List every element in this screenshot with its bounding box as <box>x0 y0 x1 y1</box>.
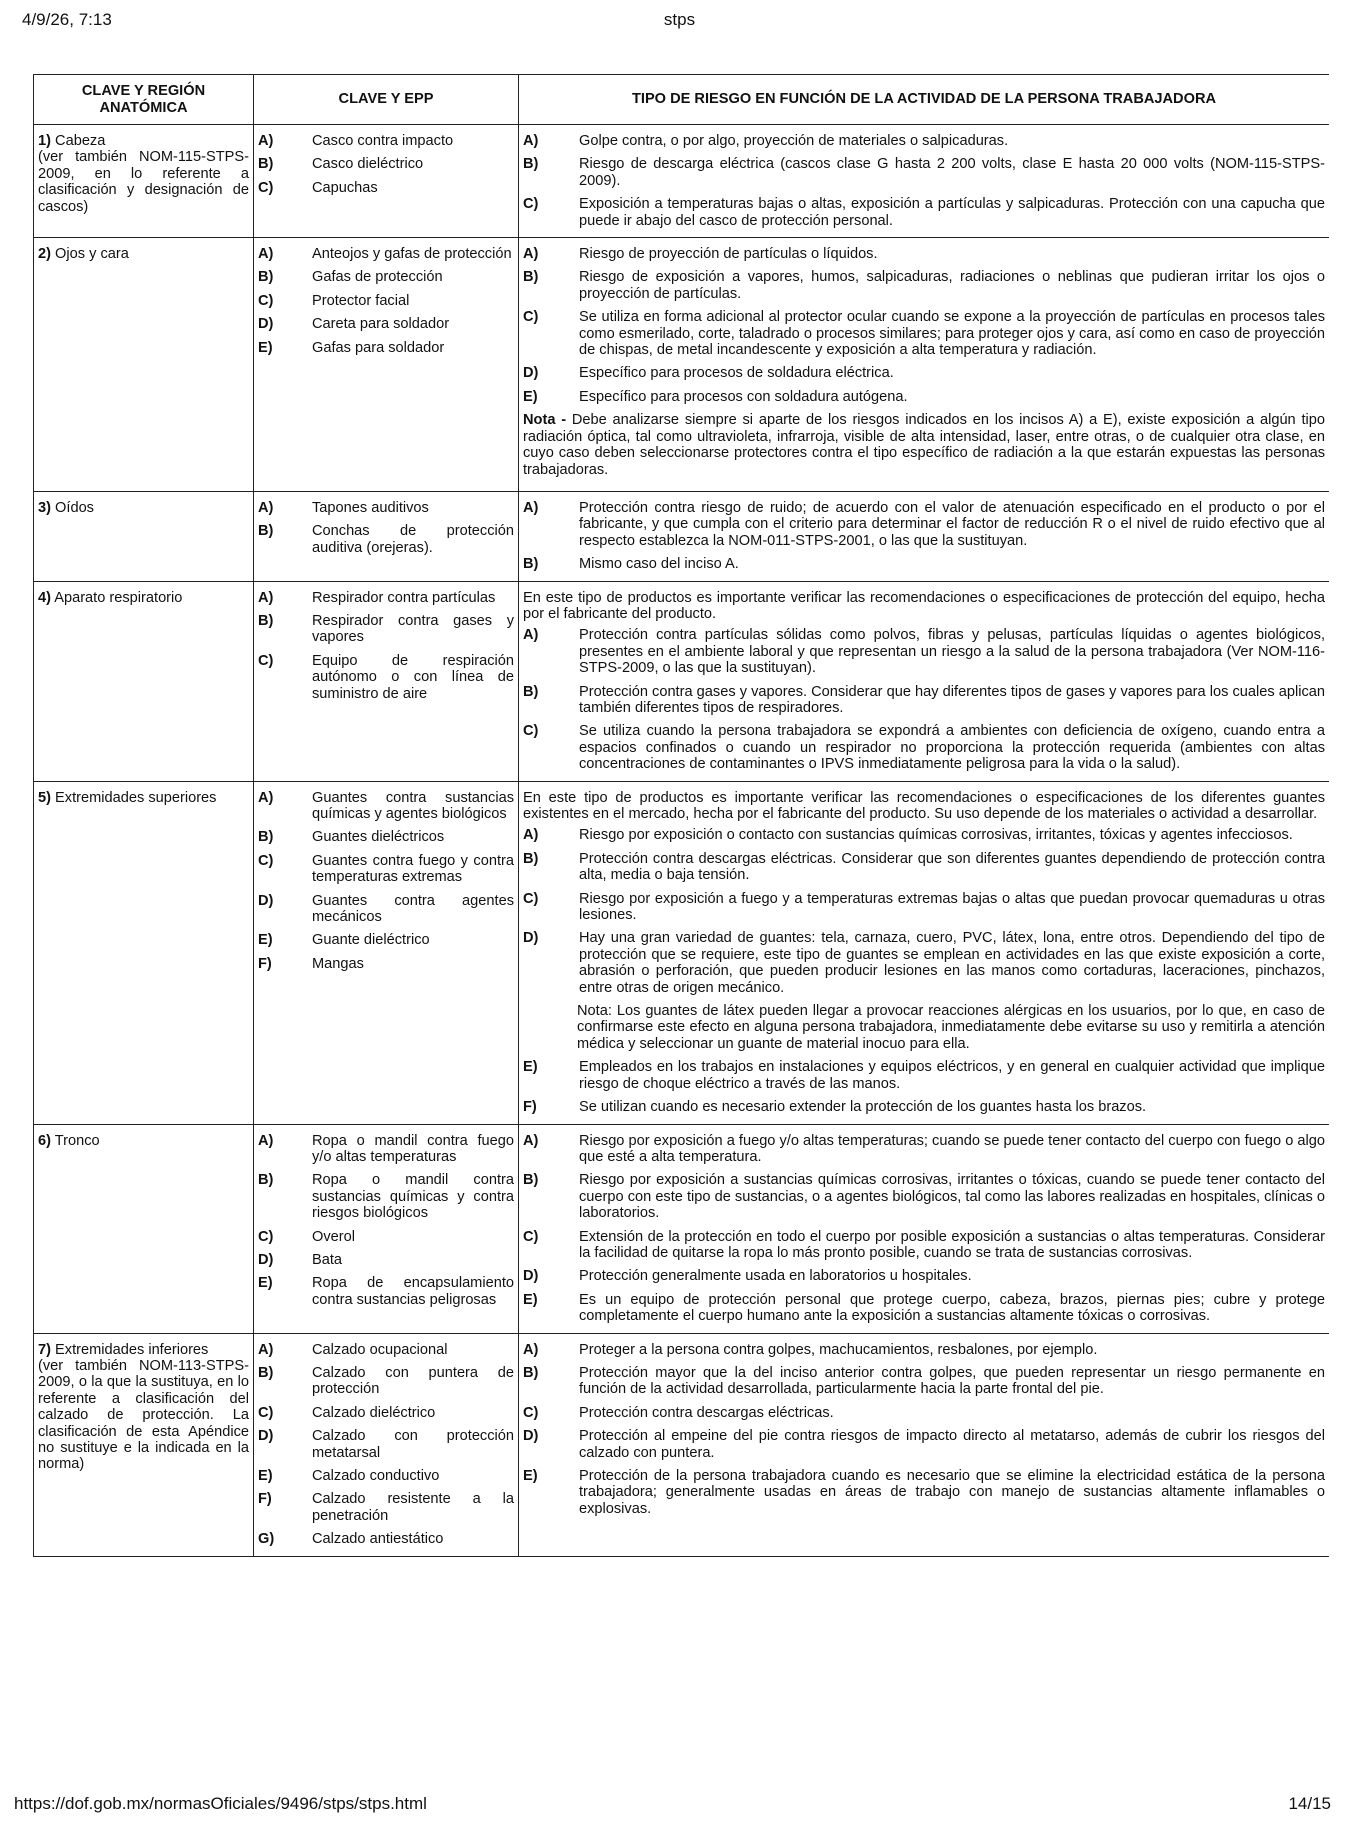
risk-text: Se utilizan cuando es necesario extender la protección de los guantes hasta los brazos. <box>579 1099 1147 1116</box>
epp-item <box>258 1342 514 1358</box>
epp-cell <box>254 491 519 581</box>
epp-key: F) <box>258 1491 272 1508</box>
region-number: 4) <box>38 589 51 606</box>
risk-item <box>523 627 1325 676</box>
epp-label: Guantes contra fuego y contra temperaturas extremas <box>312 852 514 886</box>
risk-item <box>523 723 1325 772</box>
risk-key: C) <box>523 196 539 213</box>
risk-item <box>523 156 1325 189</box>
risk-cell <box>519 1124 1330 1333</box>
risk-item <box>523 1059 1325 1092</box>
risk-text: Proteger a la persona contra golpes, machucamientos, resbalones, por ejemplo. <box>579 1341 1098 1358</box>
epp-label: Calzado ocupacional <box>312 1341 448 1358</box>
epp-label: Guantes contra sustancias químicas y agentes biológicos <box>312 789 514 822</box>
risk-item <box>523 930 1325 996</box>
risk-text: Riesgo de exposición a vapores, humos, salpicaduras, radiaciones o neblinas que pudieran irritar los ojos o proyección de partículas. <box>579 269 1325 302</box>
risk-text: Protección contra descargas eléctricas. <box>579 1404 834 1421</box>
risk-cell <box>519 491 1330 581</box>
table-row <box>34 581 1330 781</box>
risk-key: A) <box>523 499 539 516</box>
epp-item <box>258 790 514 823</box>
epp-item <box>258 1468 514 1484</box>
risk-key: A) <box>523 246 539 263</box>
risk-key: B) <box>523 556 539 573</box>
risk-key: F) <box>523 1099 537 1116</box>
region-number: 6) <box>38 1132 51 1149</box>
epp-item <box>258 1531 514 1547</box>
risk-item <box>523 365 1325 381</box>
epp-label: Ropa o mandil contra sustancias químicas y contra riesgos biológicos <box>312 1172 514 1222</box>
risk-item <box>523 269 1325 302</box>
epp-item <box>258 1491 514 1524</box>
risk-key: A) <box>523 1341 539 1358</box>
region-cell <box>34 581 254 781</box>
header-risk: TIPO DE RIESGO EN FUNCIÓN DE LA ACTIVIDAD DE LA PERSONA TRABAJADORA <box>519 75 1330 125</box>
print-title: stps <box>663 10 696 29</box>
epp-item <box>258 1252 514 1268</box>
epp-item <box>258 1405 514 1421</box>
epp-key: C) <box>258 1404 274 1421</box>
epp-label: Calzado antiestático <box>312 1531 444 1548</box>
epp-key: A) <box>258 499 274 516</box>
epp-label: Guantes dieléctricos <box>312 829 445 846</box>
region-number: 2) <box>38 246 51 263</box>
epp-cell <box>254 1124 519 1333</box>
region-cell <box>34 1124 254 1333</box>
risk-text: Riesgo de proyección de partículas o líquidos. <box>579 246 878 263</box>
risk-key: D) <box>523 365 539 382</box>
risk-item <box>523 1099 1325 1115</box>
epp-item <box>258 932 514 948</box>
risk-text: Protección contra partículas sólidas como polvos, fibras y pelusas, partículas líquidas o agentes biológicos, presentes en el ambiente laboral y que representan un riesgo a la salud de la persona trabajadora (Ver NOM-116-STPS-2009, o las que la sustituyan). <box>579 627 1325 677</box>
risk-item <box>523 1229 1325 1262</box>
epp-key: A) <box>258 1341 274 1358</box>
epp-item <box>258 316 514 332</box>
epp-label: Calzado con puntera de protección <box>312 1364 514 1398</box>
risk-key: B) <box>523 1172 539 1189</box>
risk-text: Protección generalmente usada en laboratorios u hospitales. <box>579 1268 972 1285</box>
page-number: 14/15 <box>1288 1794 1331 1813</box>
risk-key: B) <box>523 156 539 173</box>
epp-key: A) <box>258 789 274 806</box>
epp-key: B) <box>258 523 274 540</box>
risk-item <box>523 246 1325 262</box>
region-note: (ver también NOM-115-STPS-2009, en lo referente a clasificación y designación de cascos) <box>38 149 249 215</box>
epp-key: D) <box>258 1428 274 1445</box>
epp-item <box>258 1133 514 1166</box>
risk-item <box>523 500 1325 549</box>
risk-text: Mismo caso del inciso A. <box>579 556 739 573</box>
epp-item <box>258 1172 514 1221</box>
epp-key: E) <box>258 1468 273 1484</box>
epp-label: Careta para soldador <box>312 316 450 333</box>
risk-text: Específico para procesos con soldadura autógena. <box>579 388 908 405</box>
epp-label: Ropa de encapsulamiento contra sustancias peligrosas <box>312 1275 514 1308</box>
risk-text: Es un equipo de protección personal que protege cuerpo, cabeza, brazos, piernas pies; cubre y protege completamente el cuerpo humano ante la exposición a sustancias altamente tóxicas o corrosivas. <box>579 1291 1325 1325</box>
epp-key: E) <box>258 932 273 949</box>
risk-text: Se utiliza en forma adicional al protector ocular cuando se expone a la proyección de partículas en procesos tales como esmerilado, corte, taladrado o procesos similares; para proteger ojos y cara, así como en caso de proyección de chispas, de metal incandescente y exposición a alta temperatura y radiación. <box>579 309 1325 359</box>
region-name: Oídos <box>55 499 94 516</box>
risk-key: C) <box>523 309 539 326</box>
risk-text: Específico para procesos de soldadura eléctrica. <box>579 365 894 382</box>
risk-text: Protección contra riesgo de ruido; de acuerdo con el valor de atenuación especificado en el producto o por el fabricante, y que cumpla con el criterio para determinar el factor de reducción R o el nivel de ruido efectivo que al respecto establezca la NOM-011-STPS-2001, o las que la sustituyan. <box>579 499 1325 549</box>
risk-cell <box>519 125 1330 238</box>
epp-item <box>258 523 514 556</box>
risk-text: Se utiliza cuando la persona trabajadora se expondrá a ambientes con deficiencia de oxígeno, cuando entra a espacios confinados o cuando un respirador no proporciona la protección requerida (ambientes con altas concentraciones de contaminantes o IPVS inmediatamente peligrosa para la vida o la salud). <box>579 723 1325 773</box>
region-number: 3) <box>38 499 51 516</box>
epp-key: C) <box>258 852 274 869</box>
epp-label: Casco dieléctrico <box>312 156 424 173</box>
risk-intro: En este tipo de productos es importante verificar las recomendaciones o especificaciones de los diferentes guantes existentes en el mercado, hecha por el fabricante del producto. Su uso depende de los materiales o actividad a desarrollar. <box>523 789 1325 822</box>
epp-item <box>258 293 514 309</box>
print-url: https://dof.gob.mx/normasOficiales/9496/stps/stps.html <box>14 1794 427 1813</box>
table-row <box>34 1333 1330 1556</box>
epp-item <box>258 1275 514 1308</box>
table-row <box>34 491 1330 581</box>
table-header-row <box>34 75 1330 125</box>
epp-item <box>258 956 514 972</box>
epp-item <box>258 500 514 516</box>
risk-key: E) <box>523 388 538 405</box>
risk-text: Hay una gran variedad de guantes: tela, carnaza, cuero, PVC, látex, lona, entre otros. Dependiendo del tipo de protección que se requiere, este tipo de guantes se emplean en actividades en las que existe exposición a corte, abrasión o perforación, que pueden producir lesiones en las manos como cortaduras, laceraciones, pinchazos, entre otras de origen mecánico. <box>579 930 1325 996</box>
epp-key: C) <box>258 1228 274 1245</box>
risk-key: B) <box>523 269 539 286</box>
risk-key: B) <box>523 850 539 867</box>
risk-text: Protección al empeine del pie contra riesgos de impacto directo al metatarso, además de cubrir los riesgos del calzado con puntera. <box>579 1428 1325 1461</box>
epp-item <box>258 156 514 172</box>
epp-label: Calzado conductivo <box>312 1468 440 1484</box>
epp-item <box>258 1428 514 1461</box>
risk-key: A) <box>523 627 539 644</box>
epp-label: Calzado con protección metatarsal <box>312 1428 514 1461</box>
epp-label: Respirador contra gases y vapores <box>312 612 514 646</box>
epp-key: B) <box>258 1172 274 1189</box>
risk-item <box>523 1133 1325 1166</box>
epp-label: Conchas de protección auditiva (orejeras). <box>312 523 514 556</box>
epp-item <box>258 613 514 646</box>
risk-key: E) <box>523 1059 538 1076</box>
risk-key: E) <box>523 1291 538 1308</box>
region-name: Aparato respiratorio <box>54 589 183 606</box>
epp-label: Calzado resistente a la penetración <box>312 1491 514 1524</box>
epp-table <box>33 74 1329 1557</box>
epp-label: Tapones auditivos <box>312 499 429 516</box>
epp-item <box>258 133 514 149</box>
table-row <box>34 781 1330 1124</box>
region-number: 7) <box>38 1341 51 1358</box>
epp-label: Bata <box>312 1251 343 1268</box>
region-name: Cabeza <box>55 133 106 149</box>
risk-key: C) <box>523 1228 539 1245</box>
risk-item <box>523 1292 1325 1325</box>
risk-intro: En este tipo de productos es importante verificar las recomendaciones o especificaciones de protección del equipo, hecha por el fabricante del producto. <box>523 589 1325 622</box>
epp-item <box>258 269 514 285</box>
risk-key: D) <box>523 930 539 947</box>
risk-text: Protección contra descargas eléctricas. Considerar que son diferentes guantes dependiendo de protección contra alta, media o baja tensión. <box>579 850 1325 884</box>
table-row <box>34 238 1330 492</box>
risk-text: Protección de la persona trabajadora cuando es necesario que se elimine la electricidad estática de la persona trabajadora; generalmente usadas en áreas de trabajo con manejo de sustancias altamente inflamables o explosivas. <box>579 1468 1325 1517</box>
epp-item <box>258 653 514 702</box>
epp-label: Capuchas <box>312 179 378 196</box>
risk-item <box>523 1268 1325 1284</box>
epp-key: A) <box>258 1132 274 1149</box>
risk-text: Golpe contra, o por algo, proyección de materiales o salpicaduras. <box>579 133 1009 149</box>
epp-key: D) <box>258 316 274 333</box>
risk-key: C) <box>523 1404 539 1421</box>
epp-label: Overol <box>312 1228 355 1245</box>
epp-label: Guante dieléctrico <box>312 932 430 949</box>
risk-item <box>523 1342 1325 1358</box>
risk-item <box>523 309 1325 358</box>
epp-label: Ropa o mandil contra fuego y/o altas temperaturas <box>312 1132 514 1165</box>
risk-note: Nota: Los guantes de látex pueden llegar a provocar reacciones alérgicas en los usuarios, por lo que, en caso de confirmarse este efecto en alguna persona trabajadora, inmediatamente debe evitarse su uso y remitirla a atención médica y seleccionar un guante de material inocuo para ella. <box>577 1003 1325 1052</box>
risk-item <box>523 891 1325 924</box>
risk-text: Extensión de la protección en todo el cuerpo por posible exposición a sustancias o altas temperaturas. Considerar la facilidad de quitarse la ropa lo más pronto posible, cuando se trata de sustancias corrosivas. <box>579 1228 1325 1261</box>
risk-text: Riesgo por exposición a fuego y/o altas temperaturas; cuando se puede tener contacto del cuerpo con fuego o algo que esté a alta temperatura. <box>579 1132 1325 1165</box>
risk-key: D) <box>523 1428 539 1445</box>
epp-label: Equipo de respiración autónomo o con línea de suministro de aire <box>312 652 514 702</box>
risk-key: C) <box>523 890 539 907</box>
region-name: Tronco <box>54 1132 100 1149</box>
risk-item <box>523 1405 1325 1421</box>
risk-item <box>523 827 1325 843</box>
epp-key: D) <box>258 892 274 909</box>
region-cell <box>34 238 254 492</box>
epp-label: Anteojos y gafas de protección <box>312 246 512 263</box>
epp-key: B) <box>258 829 274 846</box>
epp-key: E) <box>258 339 273 356</box>
risk-key: A) <box>523 827 539 844</box>
risk-item <box>523 684 1325 717</box>
risk-key: B) <box>523 1364 539 1381</box>
risk-text: Riesgo por exposición a fuego y a temperaturas extremas bajas o altas que puedan provocar quemaduras u otras lesiones. <box>579 890 1325 924</box>
epp-item <box>258 1365 514 1398</box>
epp-key: A) <box>258 589 274 606</box>
epp-item <box>258 180 514 196</box>
risk-nota <box>523 412 1325 478</box>
epp-label: Gafas para soldador <box>312 339 445 356</box>
region-cell <box>34 1333 254 1556</box>
header-epp: CLAVE Y EPP <box>254 75 519 125</box>
epp-key: C) <box>258 292 274 309</box>
epp-key: E) <box>258 1275 273 1292</box>
region-number: 1) <box>38 133 51 149</box>
risk-item <box>523 556 1325 572</box>
epp-label: Guantes contra agentes mecánicos <box>312 892 514 926</box>
epp-label: Gafas de protección <box>312 269 443 286</box>
risk-item <box>523 133 1325 149</box>
epp-key: F) <box>258 955 272 972</box>
risk-text: Riesgo de descarga eléctrica (cascos clase G hasta 2 200 volts, clase E hasta 20 000 volts (NOM-115-STPS-2009). <box>579 156 1325 189</box>
epp-cell <box>254 1333 519 1556</box>
table-body <box>34 125 1330 1557</box>
epp-item <box>258 1229 514 1245</box>
risk-key: E) <box>523 1468 538 1484</box>
risk-cell <box>519 781 1330 1124</box>
risk-item <box>523 1428 1325 1461</box>
risk-cell <box>519 1333 1330 1556</box>
risk-cell <box>519 581 1330 781</box>
risk-text: Empleados en los trabajos en instalaciones y equipos eléctricos, y en general en cualquier actividad que implique riesgo de choque eléctrico a través de las manos. <box>579 1059 1325 1092</box>
table-row <box>34 125 1330 238</box>
region-cell <box>34 125 254 238</box>
epp-key: A) <box>258 246 274 263</box>
epp-cell <box>254 781 519 1124</box>
risk-item <box>523 389 1325 405</box>
risk-item <box>523 1365 1325 1398</box>
epp-key: B) <box>258 612 274 629</box>
table-row <box>34 1124 1330 1333</box>
risk-text: Protección mayor que la del inciso anterior contra golpes, que pueden representar un riesgo permanente en función de la actividad desarrollada, particularmente hacia la parte frontal del pie. <box>579 1364 1325 1398</box>
epp-label: Calzado dieléctrico <box>312 1404 436 1421</box>
risk-item <box>523 196 1325 229</box>
epp-label: Casco contra impacto <box>312 133 454 149</box>
risk-text: Riesgo por exposición o contacto con sustancias químicas corrosivas, irritantes, tóxicas y agentes infecciosos. <box>579 827 1293 844</box>
region-name: Extremidades inferiores <box>55 1341 209 1358</box>
risk-key: B) <box>523 683 539 700</box>
epp-item <box>258 340 514 356</box>
risk-item <box>523 1172 1325 1221</box>
region-name: Ojos y cara <box>55 246 129 263</box>
region-cell <box>34 491 254 581</box>
epp-item <box>258 853 514 886</box>
epp-key: D) <box>258 1251 274 1268</box>
epp-item <box>258 893 514 926</box>
epp-cell <box>254 125 519 238</box>
region-number: 5) <box>38 789 51 806</box>
epp-key: B) <box>258 269 274 286</box>
risk-text: Riesgo por exposición a sustancias químicas corrosivas, irritantes o tóxicas, cuando se puede tener contacto del cuerpo con este tipo de sustancias, o a agentes biológicos, tal como las labores realizadas en hospitales, clínicas o laboratorios. <box>579 1172 1325 1222</box>
epp-key: C) <box>258 179 274 196</box>
epp-label: Respirador contra partículas <box>312 589 496 606</box>
risk-key: C) <box>523 723 539 740</box>
epp-label: Protector facial <box>312 292 410 309</box>
epp-key: G) <box>258 1531 275 1548</box>
epp-key: A) <box>258 133 274 149</box>
risk-item <box>523 851 1325 884</box>
risk-item <box>523 1468 1325 1517</box>
epp-item <box>258 829 514 845</box>
epp-cell <box>254 238 519 492</box>
epp-label: Mangas <box>312 955 364 972</box>
risk-key: A) <box>523 1132 539 1149</box>
nota-label: Nota - <box>523 412 567 429</box>
print-date: 4/9/26, 7:13 <box>22 10 112 29</box>
region-name: Extremidades superiores <box>55 789 217 806</box>
epp-key: B) <box>258 1364 274 1381</box>
risk-cell <box>519 238 1330 492</box>
epp-key: B) <box>258 156 274 173</box>
risk-text: Exposición a temperaturas bajas o altas, exposición a partículas y salpicaduras. Protección con una capucha que puede ir abajo del casco de protección personal. <box>579 196 1325 229</box>
risk-key: D) <box>523 1268 539 1285</box>
region-cell <box>34 781 254 1124</box>
risk-key: A) <box>523 133 539 149</box>
risk-text: Protección contra gases y vapores. Considerar que hay diferentes tipos de gases y vapores para los cuales aplican también diferentes tipos de respiradores. <box>579 683 1325 716</box>
nota-text: Debe analizarse siempre si aparte de los riesgos indicados en los incisos A) a E), existe exposición a algún tipo radiación óptica, tal como ultravioleta, infrarroja, visible de alta intensidad, laser, entre otras, o de cualquier otra clase, en cuyo caso deben seleccionarse protectores contra el tipo específico de radiación a la que estarán expuestas las personas trabajadoras. <box>523 412 1325 478</box>
epp-table-container <box>33 74 1329 1786</box>
epp-item <box>258 246 514 262</box>
region-note: (ver también NOM-113-STPS-2009, o la que la sustituya, en lo referente a clasificación del calzado de protección. La clasificación de esta Apéndice no sustituye e la indicada en la norma) <box>38 1357 249 1473</box>
header-region: CLAVE Y REGIÓN ANATÓMICA <box>34 75 254 125</box>
epp-item <box>258 590 514 606</box>
epp-key: C) <box>258 652 274 669</box>
epp-cell <box>254 581 519 781</box>
